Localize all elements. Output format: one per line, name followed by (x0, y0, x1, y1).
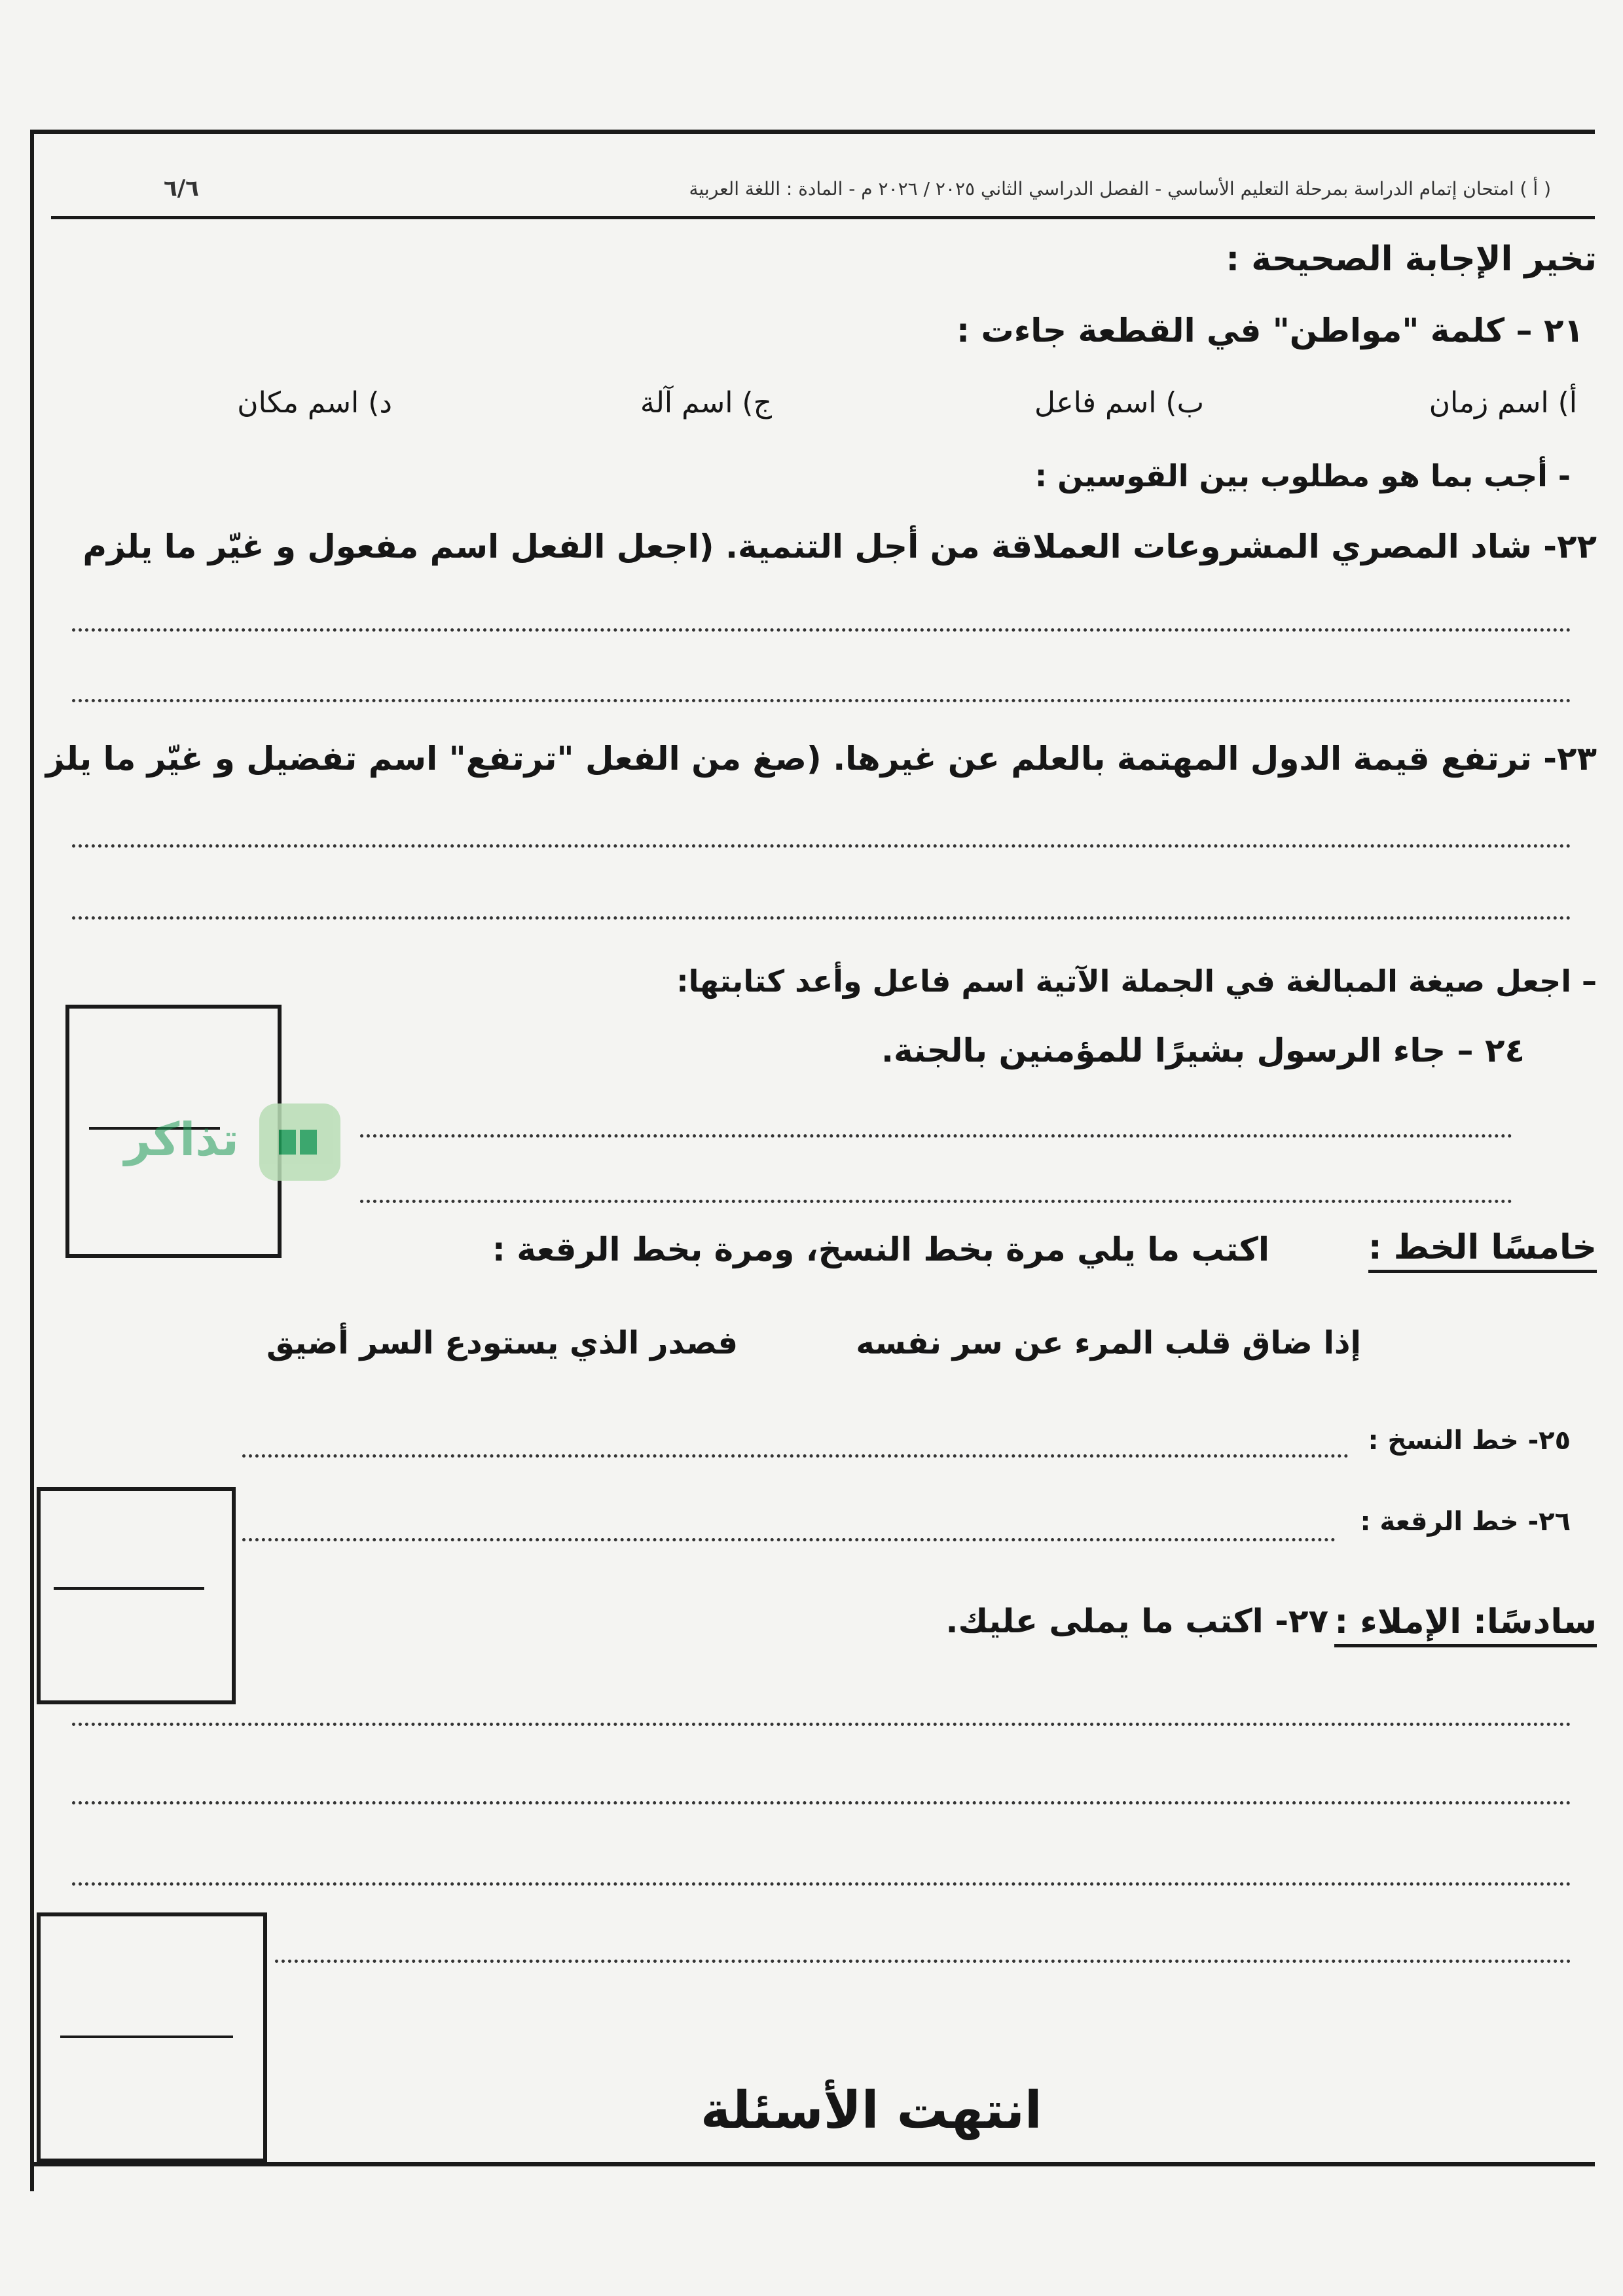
page-number: ٦/٦ (164, 175, 199, 202)
imla-answer-line-1 (72, 1723, 1571, 1726)
exam-header: ( أ ) امتحان إتمام الدراسة بمرحلة التعليم الأساسي - الفصل الدراسي الثاني ٢٠٢٥ / ٢٠٢٦ م - المادة : اللغة العربية (689, 178, 1551, 200)
section-imla-label: سادسًا: الإملاء : (1334, 1602, 1597, 1647)
khatt-instruction: اكتب ما يلي مرة بخط النسخ، ومرة بخط الرقعة : (492, 1230, 1269, 1268)
tazakar-logo-icon (259, 1103, 340, 1181)
header-rule (51, 216, 1595, 219)
verse-second-hemistich: فصدر الذي يستودع السر أضيق (266, 1325, 738, 1361)
q25-answer-line (242, 1454, 1349, 1458)
frame-bottom-line (33, 2162, 1595, 2166)
imla-answer-line-4 (275, 1960, 1571, 1963)
verse-first-hemistich: إذا ضاق قلب المرء عن سر نفسه (856, 1325, 1361, 1361)
q23-answer-line-2 (72, 916, 1571, 920)
q21-option-c: ج) اسم آلة (640, 386, 772, 420)
q26-answer-line (242, 1538, 1336, 1541)
section-answer-title: - أجب بما هو مطلوب بين القوسين : (1034, 458, 1571, 493)
q24-answer-line-2 (360, 1200, 1512, 1203)
frame-left-line (30, 130, 34, 2191)
q23-answer-line-1 (72, 844, 1571, 848)
question-27: ٢٧- اكتب ما يملى عليك. (945, 1602, 1328, 1640)
section-mubalagha-title: – اجعل صيغة المبالغة في الجملة الآتية اسم فاعل وأعد كتابتها: (676, 963, 1597, 999)
score-box-2-divider (54, 1587, 204, 1590)
q22-answer-line-2 (72, 699, 1571, 702)
end-of-questions: انتهت الأسئلة (701, 2081, 1042, 2140)
q22-answer-line-1 (72, 628, 1571, 632)
question-26: ٢٦- خط الرقعة : (1360, 1507, 1571, 1537)
score-box-3-divider (60, 2036, 233, 2038)
question-24: ٢٤ – جاء الرسول بشيرًا للمؤمنين بالجنة. (881, 1031, 1525, 1069)
imla-answer-line-2 (72, 1801, 1571, 1804)
q24-answer-line-1 (360, 1134, 1512, 1138)
question-22: ٢٢- شاد المصري المشروعات العملاقة من أجل التنمية. (اجعل الفعل اسم مفعول و غيّر ما يلزم (82, 528, 1597, 565)
score-box-2 (37, 1487, 236, 1704)
question-21: ٢١ – كلمة "مواطن" في القطعة جاءت : (957, 312, 1584, 350)
watermark-text: تذاكر (124, 1113, 239, 1166)
question-23: ٢٣- ترتفع قيمة الدول المهتمة بالعلم عن غيرها. (صغ من الفعل "ترتفع" اسم تفضيل و غيّر ما يلز (45, 740, 1597, 778)
question-25: ٢٥- خط النسخ : (1368, 1426, 1571, 1456)
frame-top-line (30, 130, 1595, 134)
imla-answer-line-3 (72, 1882, 1571, 1886)
q21-option-d: د) اسم مكان (237, 386, 392, 420)
q21-option-a: أ) اسم زمان (1429, 386, 1577, 420)
q21-option-b: ب) اسم فاعل (1034, 386, 1204, 420)
section-choose-title: تخير الإجابة الصحيحة : (1226, 240, 1597, 279)
section-khatt-label: خامسًا الخط : (1368, 1228, 1597, 1273)
